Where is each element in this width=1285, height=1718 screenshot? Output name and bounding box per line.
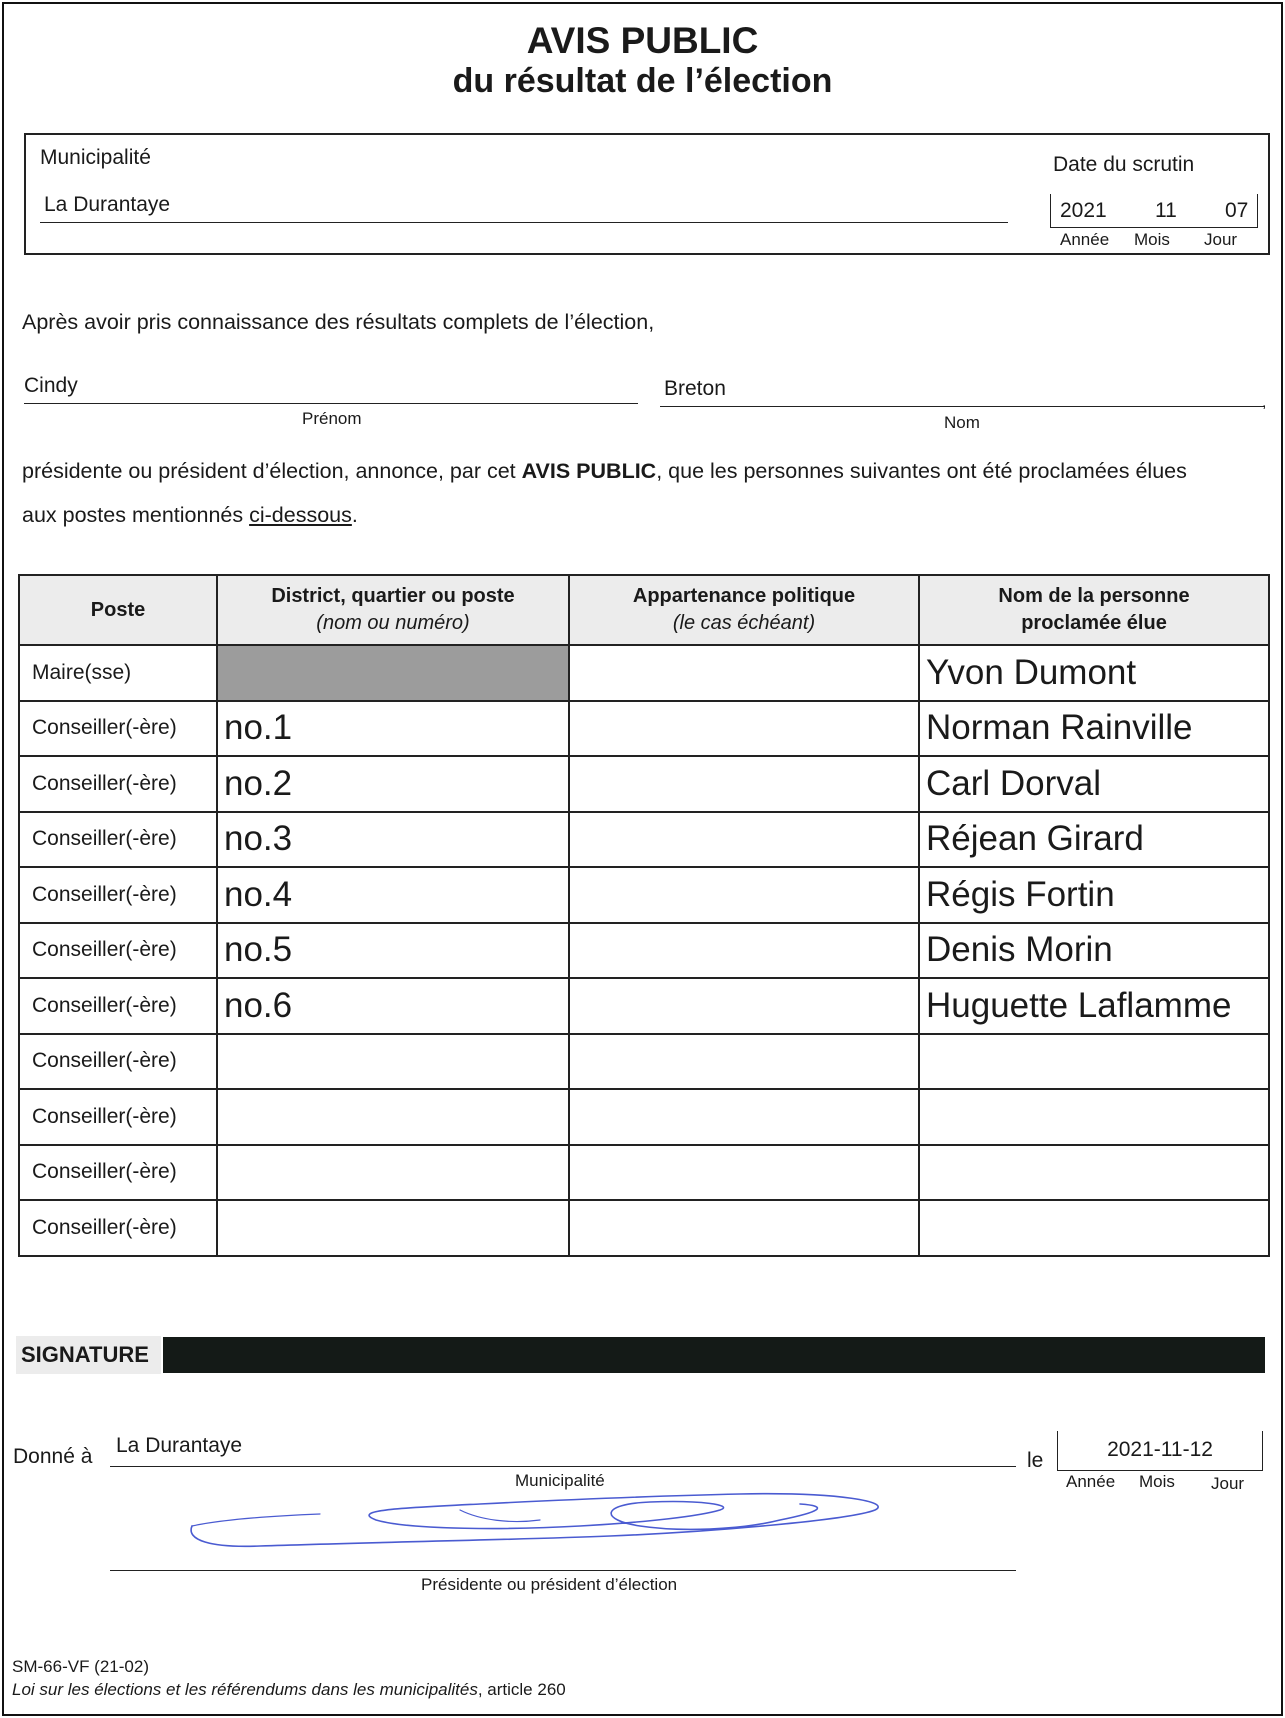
cell-party[interactable] <box>569 978 919 1034</box>
cell-elected[interactable]: Norman Rainville <box>919 701 1269 757</box>
cell-party[interactable] <box>569 701 919 757</box>
cell-poste: Conseiller(-ère) <box>19 978 217 1034</box>
vote-date-year-label: Année <box>1060 230 1110 249</box>
table-row <box>19 1145 1269 1201</box>
cell-party[interactable] <box>569 923 919 979</box>
cell-party[interactable] <box>569 645 919 701</box>
table-row <box>19 978 1269 1034</box>
table-row <box>19 1200 1269 1256</box>
cell-district[interactable] <box>217 1200 569 1256</box>
trailing-comma: , <box>1262 394 1267 411</box>
law-article: , article 260 <box>477 1680 566 1699</box>
cell-district[interactable] <box>217 1145 569 1201</box>
cell-party[interactable] <box>569 1200 919 1256</box>
statement-bold: AVIS PUBLIC <box>521 459 657 483</box>
signature-date[interactable]: 2021-11-12 <box>1057 1431 1263 1471</box>
first-name-label: Prénom <box>302 409 362 428</box>
table-row <box>19 923 1269 979</box>
signer-underline <box>110 1570 1016 1571</box>
law-title: Loi sur les élections et les référendums dans les municipalités <box>12 1680 478 1699</box>
statement-text-3: aux postes mentionnés <box>22 503 250 527</box>
cell-elected[interactable]: Denis Morin <box>919 923 1269 979</box>
cell-poste: Conseiller(-ère) <box>19 1145 217 1201</box>
table-row <box>19 756 1269 812</box>
header-district: District, quartier ou poste (nom ou numéro) <box>217 575 569 645</box>
table-row <box>19 1034 1269 1090</box>
vote-date-day-label: Jour <box>1204 230 1238 249</box>
page-subtitle: du résultat de l’élection <box>452 62 833 100</box>
cell-poste: Conseiller(-ère) <box>19 812 217 868</box>
last-name-label: Nom <box>944 413 980 432</box>
law-reference <box>12 1680 566 1700</box>
cell-poste: Conseiller(-ère) <box>19 1200 217 1256</box>
cell-poste: Maire(sse) <box>19 645 217 701</box>
cell-district <box>217 645 569 701</box>
table-header-row <box>19 575 1269 645</box>
statement-line-1 <box>22 459 1187 484</box>
cell-poste: Conseiller(-ère) <box>19 756 217 812</box>
table-row <box>19 1089 1269 1145</box>
signature-date-day-label: Jour <box>1211 1474 1245 1493</box>
last-name-underline <box>660 406 1265 407</box>
cell-party[interactable] <box>569 812 919 868</box>
form-code: SM-66-VF (21-02) <box>12 1657 149 1676</box>
header-elected: Nom de la personne proclamée élue <box>919 575 1269 645</box>
cell-district[interactable] <box>217 1089 569 1145</box>
cell-district[interactable]: no.1 <box>217 701 569 757</box>
cell-elected[interactable] <box>919 1034 1269 1090</box>
municipality-label: Municipalité <box>40 146 151 169</box>
cell-district[interactable]: no.5 <box>217 923 569 979</box>
cell-poste: Conseiller(-ère) <box>19 867 217 923</box>
cell-party[interactable] <box>569 1145 919 1201</box>
le-label: le <box>1027 1449 1044 1472</box>
vote-date-month: 11 <box>1155 199 1177 222</box>
cell-elected[interactable] <box>919 1200 1269 1256</box>
signature-date-month-label: Mois <box>1139 1472 1175 1491</box>
cell-elected[interactable]: Yvon Dumont <box>919 645 1269 701</box>
cell-poste: Conseiller(-ère) <box>19 701 217 757</box>
cell-district[interactable]: no.4 <box>217 867 569 923</box>
cell-elected[interactable]: Huguette Laflamme <box>919 978 1269 1034</box>
officer-first-name[interactable]: Cindy <box>24 374 78 397</box>
cell-district[interactable]: no.3 <box>217 812 569 868</box>
cell-district[interactable] <box>217 1034 569 1090</box>
given-at-underline <box>110 1466 1016 1467</box>
cell-party[interactable] <box>569 867 919 923</box>
cell-poste: Conseiller(-ère) <box>19 923 217 979</box>
signature-date-year-label: Année <box>1066 1472 1116 1491</box>
cell-elected[interactable]: Carl Dorval <box>919 756 1269 812</box>
signer-label: Présidente ou président d’élection <box>421 1575 678 1594</box>
given-at-municipality-label: Municipalité <box>515 1471 605 1490</box>
cell-elected[interactable]: Réjean Girard <box>919 812 1269 868</box>
officer-last-name[interactable]: Breton <box>664 377 726 400</box>
statement-text-2: , que les personnes suivantes ont été proclamées élues <box>656 459 1187 483</box>
cell-district[interactable]: no.2 <box>217 756 569 812</box>
cell-district[interactable]: no.6 <box>217 978 569 1034</box>
table-row <box>19 867 1269 923</box>
cell-party[interactable] <box>569 1089 919 1145</box>
header-poste: Poste <box>19 575 217 645</box>
cell-poste: Conseiller(-ère) <box>19 1089 217 1145</box>
cell-elected[interactable] <box>919 1145 1269 1201</box>
vote-date-year: 2021 <box>1060 199 1107 222</box>
vote-date-day: 07 <box>1225 199 1249 222</box>
cell-poste: Conseiller(-ère) <box>19 1034 217 1090</box>
signature-section-bar <box>163 1337 1265 1373</box>
municipality-value[interactable]: La Durantaye <box>44 193 171 216</box>
results-table <box>18 574 1270 1257</box>
table-row <box>19 701 1269 757</box>
statement-text-1: présidente ou président d’élection, annonce, par cet <box>22 459 522 483</box>
header-party: Appartenance politique (le cas échéant) <box>569 575 919 645</box>
vote-date-month-label: Mois <box>1134 230 1170 249</box>
cell-elected[interactable]: Régis Fortin <box>919 867 1269 923</box>
given-at-label: Donné à <box>13 1445 93 1468</box>
cell-elected[interactable] <box>919 1089 1269 1145</box>
municipality-underline <box>40 222 1008 223</box>
statement-period: . <box>351 503 358 527</box>
table-row <box>19 645 1269 701</box>
handwritten-signature-image <box>180 1490 900 1560</box>
page-title: AVIS PUBLIC <box>526 20 759 61</box>
cell-party[interactable] <box>569 1034 919 1090</box>
signature-section-label: SIGNATURE <box>16 1336 161 1374</box>
statement-underlined: ci-dessous <box>249 503 352 527</box>
first-name-underline <box>24 403 638 404</box>
vote-date-label: Date du scrutin <box>1053 153 1195 176</box>
statement-line-2 <box>22 503 358 528</box>
table-row <box>19 812 1269 868</box>
intro-text: Après avoir pris connaissance des résultats complets de l’élection, <box>22 310 655 334</box>
cell-party[interactable] <box>569 756 919 812</box>
given-at-value[interactable]: La Durantaye <box>116 1434 243 1457</box>
